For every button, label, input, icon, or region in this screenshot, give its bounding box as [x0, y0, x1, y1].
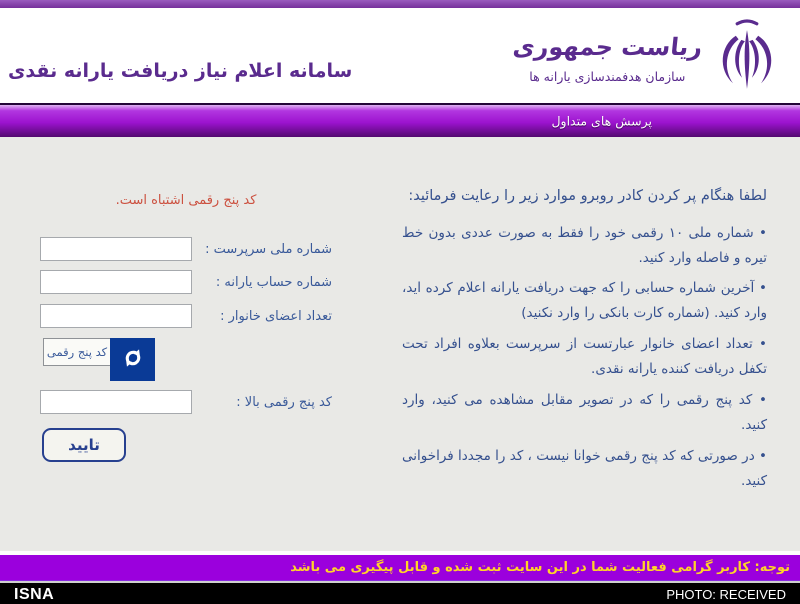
- page-title: سامانه اعلام نیاز دریافت یارانه نقدی: [8, 60, 353, 82]
- form-row-captcha-code: [40, 390, 332, 414]
- main-content: [0, 137, 800, 551]
- org-name-line2: سازمان هدفمندسازی یارانه ها: [529, 68, 686, 84]
- nav-bar: [0, 103, 800, 137]
- instruction-item: • کد پنج رقمی را که در تصویر مقابل مشاهده می کنید، وارد کنید.: [402, 388, 767, 438]
- notice-text: توجه: کاربر گرامی فعالیت شما در این سایت ثبت شده و قابل پیگیری می باشد: [290, 560, 790, 575]
- credit-bar: [0, 583, 800, 604]
- top-purple-strip: [0, 0, 800, 8]
- instruction-item: • در صورتی که کد پنج رقمی خوانا نیست ، کد را مجددا فراخوانی کنید.: [402, 444, 767, 494]
- notice-bar: [0, 555, 800, 580]
- national-id-input[interactable]: [40, 237, 192, 261]
- household-members-label: تعداد اعضای خانوار :: [220, 308, 332, 324]
- org-name: [513, 33, 702, 84]
- instruction-item: • آخرین شماره حسابی را که جهت دریافت یارانه اعلام کرده اید، وارد کنید. (شماره کارت بانکی را وارد نکنید): [402, 276, 767, 326]
- captcha-code-label: کد پنج رقمی بالا :: [236, 394, 332, 410]
- instructions-intro: لطفا هنگام پر کردن کادر روبرو موارد زیر را رعایت فرمائید:: [408, 188, 767, 204]
- instruction-item: • تعداد اعضای خانوار عبارتست از سرپرست بعلاوه افراد تحت تکفل دریافت کننده یارانه نقدی.: [402, 332, 767, 382]
- logo-block: [513, 12, 782, 104]
- captcha-code-input[interactable]: [40, 390, 192, 414]
- captcha-image-placeholder: کد پنج رقمی: [43, 338, 111, 366]
- refresh-icon: [122, 347, 144, 372]
- instruction-item: • شماره ملی ۱۰ رقمی خود را فقط به صورت عددی بدون خط تیره و فاصله وارد کنید.: [402, 221, 767, 271]
- header: [0, 8, 800, 103]
- form-row-national-id: [40, 237, 332, 261]
- photo-credit: PHOTO: RECEIVED: [666, 587, 786, 602]
- captcha-refresh-button[interactable]: [110, 338, 155, 381]
- iran-emblem-icon: [712, 12, 782, 104]
- submit-button[interactable]: تایید: [42, 428, 126, 462]
- agency-watermark: ISNA: [14, 585, 55, 603]
- error-message: کد پنج رقمی اشتباه است.: [115, 193, 257, 208]
- org-name-line1: ریاست جمهوری: [511, 32, 704, 61]
- household-members-input[interactable]: [40, 304, 192, 328]
- nav-item-faq[interactable]: پرسش های متداول: [551, 113, 652, 129]
- account-number-label: شماره حساب یارانه :: [215, 274, 332, 290]
- form-row-household-members: [40, 304, 332, 328]
- national-id-label: شماره ملی سرپرست :: [205, 241, 332, 257]
- instructions-panel: [402, 183, 767, 500]
- account-number-input[interactable]: [40, 270, 192, 294]
- form-row-account-number: [40, 270, 332, 294]
